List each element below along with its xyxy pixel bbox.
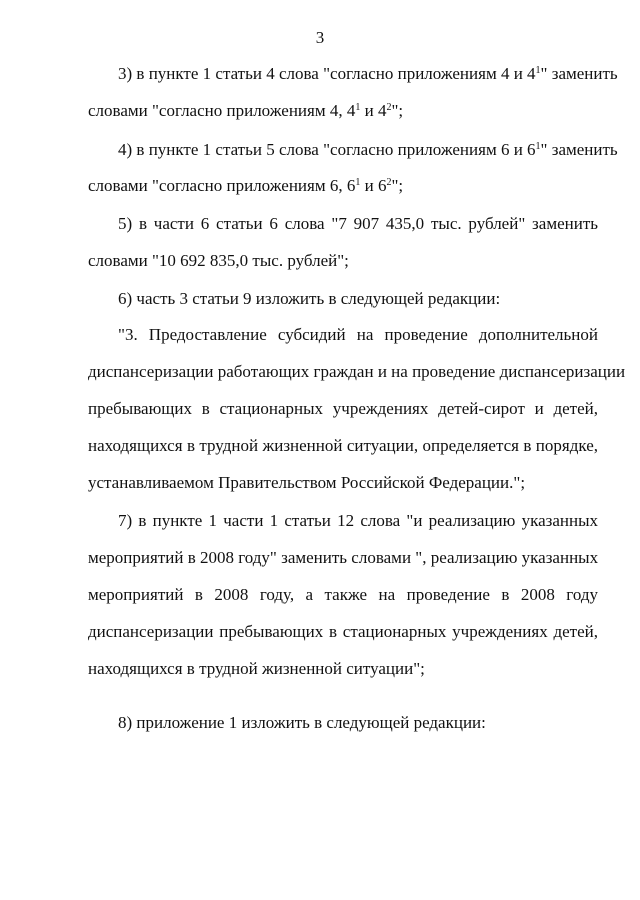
item-6-quote-line-5: устанавливаемом Правительством Российской Федерации.";	[88, 473, 526, 492]
item-7-line-2: мероприятий в 2008 году" заменить словами ", реализацию указанных	[88, 548, 599, 567]
item-3-line-1: 3) в пункте 1 статьи 4 слова "согласно приложениям 4 и $4^1$" заменить	[118, 64, 618, 83]
item-7-line-3: мероприятий в 2008 году, а также на проведение в 2008 году	[88, 585, 598, 604]
item-6-quote-line-4: находящихся в трудной жизненной ситуации, определяется в порядке,	[88, 436, 598, 455]
item-7-line-5: находящихся в трудной жизненной ситуации";	[88, 659, 425, 678]
page-number: 3	[315, 28, 325, 47]
item-3-line-2: словами "согласно приложениям 4, $4^1$ и $4^2$";	[88, 101, 404, 120]
item-5-line-2: словами "10 692 835,0 тыс. рублей";	[88, 251, 349, 270]
item-7-line-1: 7) в пункте 1 части 1 статьи 12 слова "и реализацию указанных	[118, 511, 598, 530]
item-4-line-1: 4) в пункте 1 статьи 5 слова "согласно приложениям 6 и $6^1$" заменить	[118, 140, 618, 159]
item-7-line-4: диспансеризации пребывающих в стационарных учреждениях детей,	[88, 622, 598, 641]
item-5-line-1: 5) в части 6 статьи 6 слова "7 907 435,0 тыс. рублей" заменить	[118, 214, 598, 233]
item-6-quote-line-1: "3. Предоставление субсидий на проведение дополнительной	[118, 325, 598, 344]
item-6-intro: 6) часть 3 статьи 9 изложить в следующей редакции:	[118, 289, 501, 308]
item-8-line-1: 8) приложение 1 изложить в следующей редакции:	[118, 713, 486, 732]
item-6-quote-line-2: диспансеризации работающих граждан и на проведение диспансеризации	[88, 362, 626, 381]
item-4-line-2: словами "согласно приложениям 6, $6^1$ и $6^2$";	[88, 176, 404, 195]
item-6-quote-line-3: пребывающих в стационарных учреждениях детей-сирот и детей,	[88, 399, 598, 418]
